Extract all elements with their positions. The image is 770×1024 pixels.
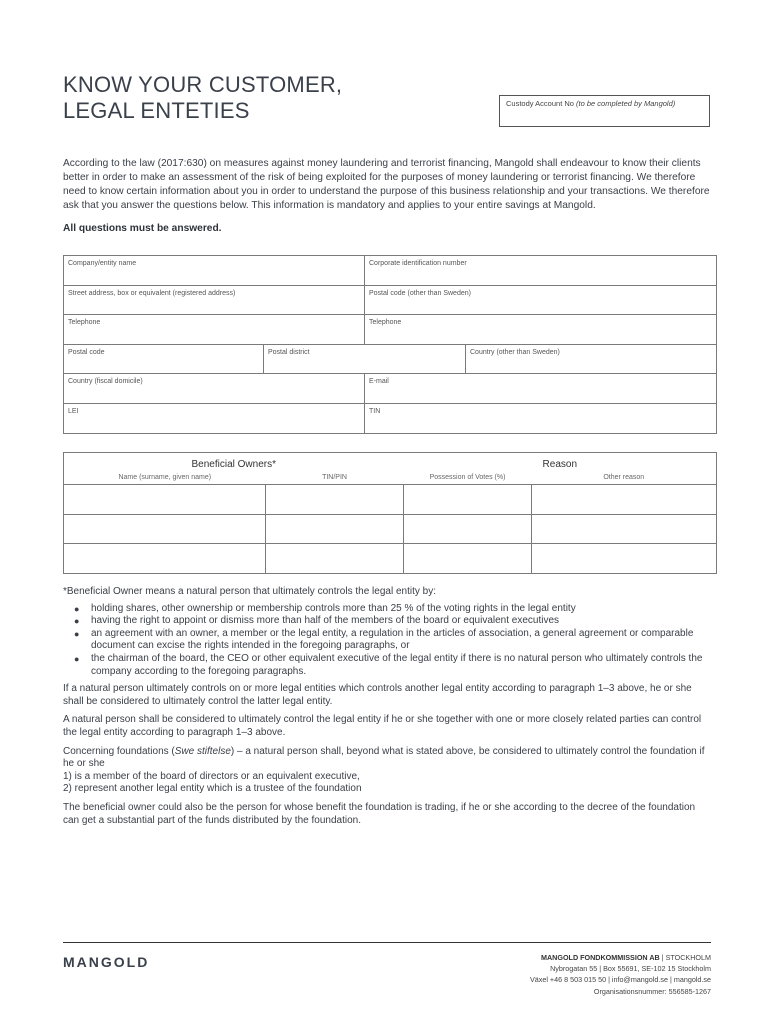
footer-divider [63,942,711,943]
title-line-1: KNOW YOUR CUSTOMER, [63,72,343,97]
paragraph-foundations [63,746,713,796]
owner-votes-cell[interactable] [404,514,532,544]
owner-votes-cell[interactable] [404,544,532,574]
table-row [64,544,717,574]
title-line-2: LEGAL ENTETIES [63,98,250,123]
telephone-field-2[interactable]: Telephone [365,315,717,345]
company-city: | STOCKHOLM [659,953,711,962]
column-other-reason: Other reason [603,474,645,481]
foundations-text-start: Concerning foundations ( [63,745,175,757]
bullet-icon: ● [74,616,80,627]
list-item-text: the chairman of the board, the CEO or other equivalent executive of the legal entity if there is no natural person who ultimately controls the company according to the foregoing paragraphs. [91,652,703,677]
criteria-list [63,603,713,679]
owner-tin-cell[interactable] [266,485,404,515]
street-address-field[interactable]: Street address, box or equivalent (registered address) [64,285,365,315]
list-item-text: holding shares, other ownership or membership controls more than 25 % of the voting rights in the legal entity [91,602,576,614]
email-field[interactable]: E-mail [365,374,717,404]
lei-field[interactable]: LEI [64,403,365,433]
intro-section [63,157,711,236]
bullet-icon: ● [74,628,80,639]
foundations-term: Swe stiftelse [174,745,231,757]
list-item [74,627,713,653]
beneficial-owners-table [63,452,717,574]
table-row [64,514,717,544]
company-name: MANGOLD FONDKOMMISSION AB [541,953,660,962]
postal-code-field[interactable]: Postal code [64,344,264,374]
paragraph-related-parties: A natural person shall be considered to ultimately control the legal entity if he or she together with one or more closely related parties can control the legal entity according to paragraph 1–3 above. [63,714,702,738]
owner-other-cell[interactable] [532,544,717,574]
foundations-text-end: ) – a natural person shall, beyond what is stated above, be considered to ultimately control the foundation if he or she [63,745,705,770]
paragraph-control-chain: If a natural person ultimately controls on or more legal entities which controls another legal entity according to paragraph 1–3 above, he or she shall be considered to ultimately control the latter legal entity. [63,683,692,707]
intro-paragraph: According to the law (2017:630) on measures against money laundering and terrorist financing, Mangold shall endeavour to know their clients better in order to make an assessment of the risk of being exploited for the purposes of money laundering or terrorist financing. We therefore need to know certain information about you in order to understand the purpose of this business relationship and your transactions. We therefore ask that you answer the questions below. This information is mandatory and applies to your entire savings at Mangold. [63,158,710,211]
owner-name-cell[interactable] [64,514,266,544]
column-votes: Possession of Votes (%) [429,474,506,481]
postal-district-field[interactable]: Postal district [264,344,466,374]
all-questions-notice: All questions must be answered. [63,223,222,234]
foundations-item-1: 1) is a member of the board of directors or an equivalent executive, [63,770,360,782]
owner-name-cell[interactable] [64,485,266,515]
telephone-field-1[interactable]: Telephone [64,315,365,345]
postal-code-other-field[interactable]: Postal code (other than Sweden) [365,285,717,315]
paragraph-foundation-beneficiary: The beneficial owner could also be the person for whose benefit the foundation is trading, if he or she according to the decree of the foundation can get a substantial part of the funds distributed by the foundation. [63,801,696,826]
owner-name-cell[interactable] [64,544,266,574]
entity-form-table [63,255,717,434]
bullet-icon: ● [74,603,80,614]
owner-tin-cell[interactable] [266,544,404,574]
owner-tin-cell[interactable] [266,514,404,544]
owner-votes-cell[interactable] [404,485,532,515]
tin-field[interactable]: TIN [365,403,717,433]
company-name-field[interactable]: Company/entity name [64,256,365,286]
owner-other-cell[interactable] [532,485,717,515]
country-fiscal-field[interactable]: Country (fiscal domicile) [64,374,365,404]
custody-account-field[interactable] [499,95,710,127]
list-item [74,615,713,628]
foundations-item-2: 2) represent another legal entity which is a trustee of the foundation [63,783,362,795]
footer-address [530,952,711,997]
page-title [63,72,342,124]
footer-company-line [530,952,711,963]
footer-address-line: Nybrogatan 55 | Box 55691, SE-102 15 Stockholm [550,964,711,974]
bullet-icon: ● [74,653,80,664]
owner-other-cell[interactable] [532,514,717,544]
list-item-text: an agreement with an owner, a member or the legal entity, a regulation in the articles of association, a general agreement or comparable document can excise the rights intended in the foregoing paragraphs, or [91,627,694,652]
list-item [74,602,713,616]
column-name: Name (surname, given name) [118,474,212,481]
notes-section [63,586,713,833]
reason-heading: Reason [542,459,577,470]
column-tin: TIN/PIN [322,474,347,481]
mangold-logo: MANGOLD [63,954,150,970]
footer-contact-line: Växel +46 8 503 015 50 | info@mangold.se | mangold.se [529,975,711,985]
list-item-text: having the right to appoint or dismiss more than half of the members of the board or equivalent executives [91,615,560,627]
corporate-id-field[interactable]: Corporate identification number [365,256,717,286]
beneficial-owner-definition: *Beneficial Owner means a natural person that ultimately controls the legal entity by: [63,586,436,597]
custody-account-note: (to be completed by Mangold) [576,99,676,108]
footer-org-number: Organisationsnummer: 556585-1267 [593,986,711,996]
list-item [74,652,713,678]
table-row [64,485,717,515]
beneficial-owners-heading: Beneficial Owners* [191,459,276,470]
custody-account-label: Custody Account No [506,99,577,108]
country-other-field[interactable]: Country (other than Sweden) [466,344,717,374]
